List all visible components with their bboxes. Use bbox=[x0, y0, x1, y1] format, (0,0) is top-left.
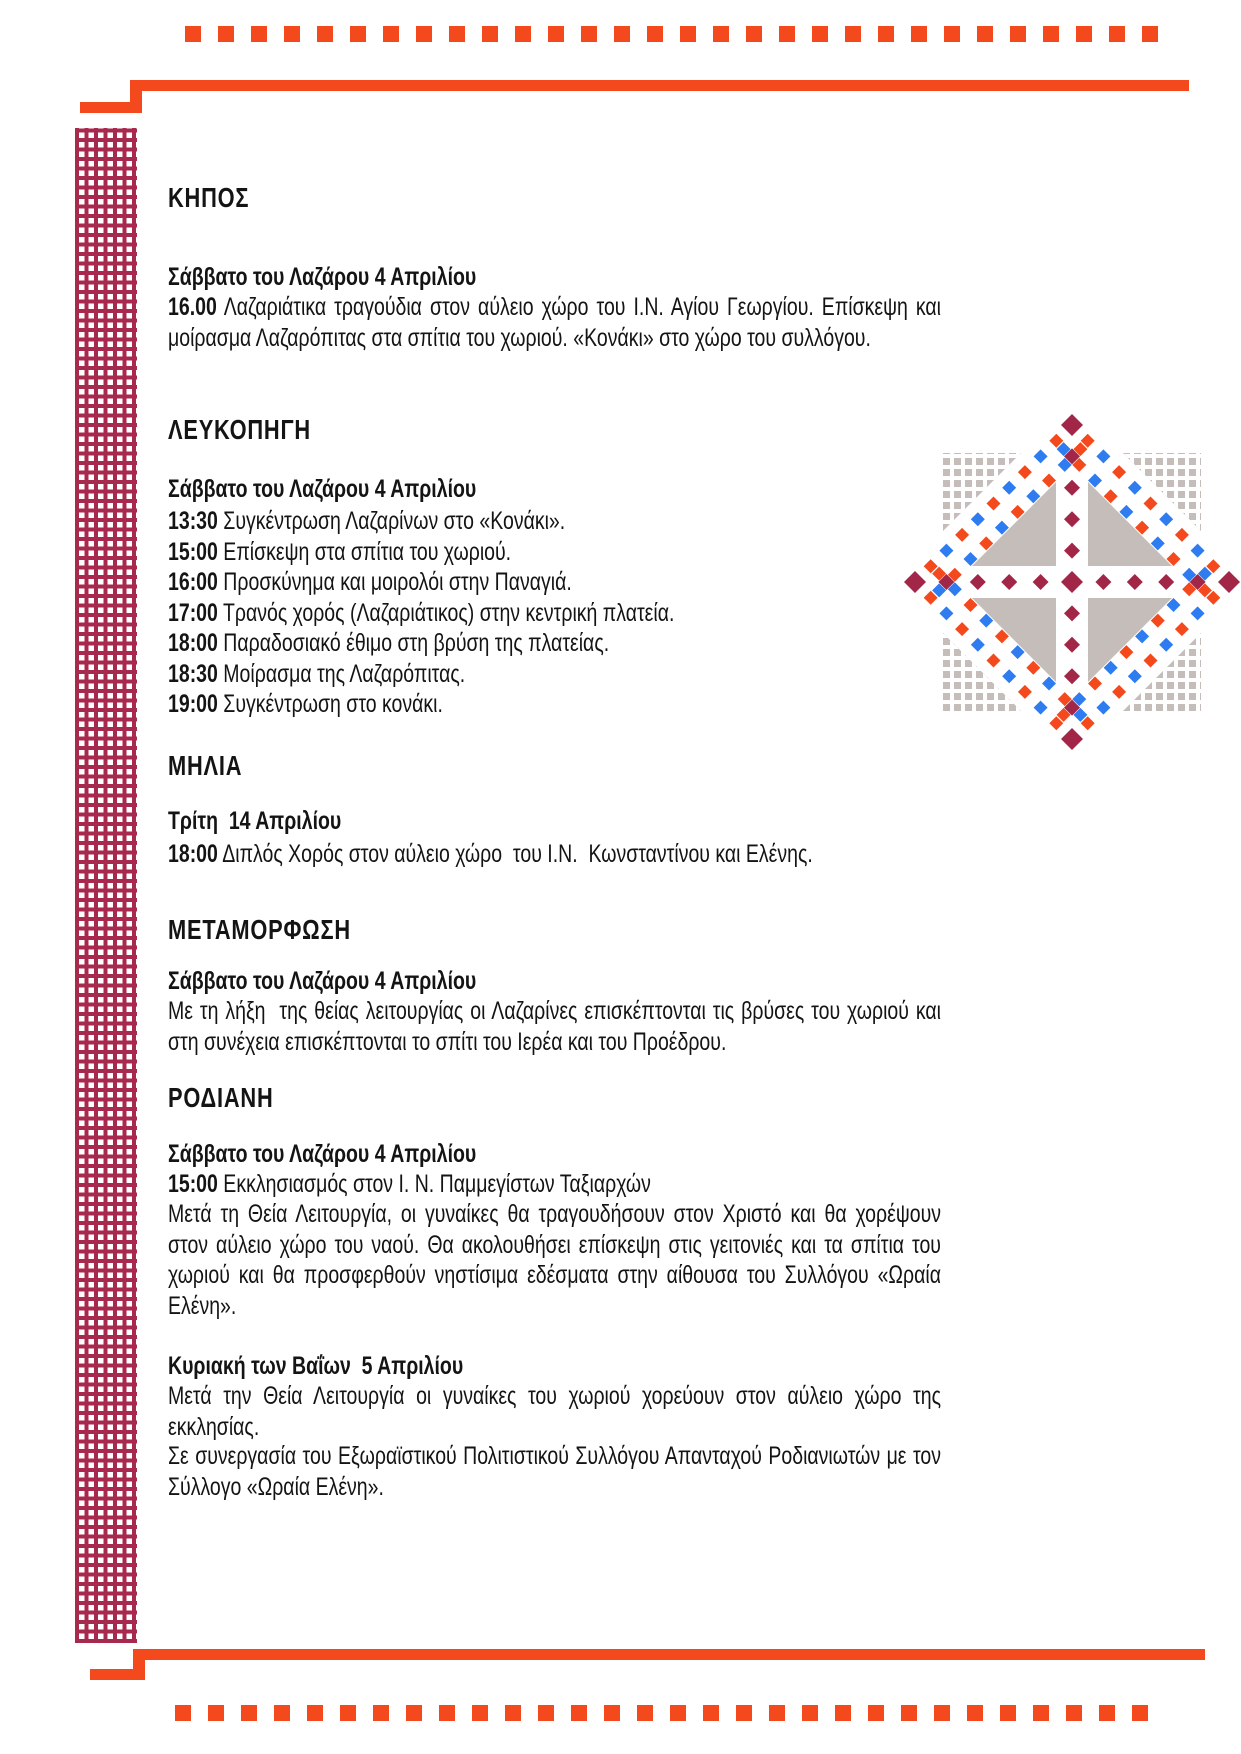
edge-dot bbox=[1018, 685, 1032, 699]
maroon-diamond bbox=[970, 574, 986, 590]
embroidery-motif bbox=[902, 412, 1241, 752]
maroon-diamond bbox=[1064, 511, 1080, 527]
section-heading-rodiani: ΡΟΔΙΑΝΗ bbox=[168, 1082, 274, 1113]
motif-diamonds bbox=[902, 412, 1241, 752]
maroon-diamond bbox=[1127, 574, 1143, 590]
maroon-diamond bbox=[1001, 574, 1017, 590]
section-heading-milia: ΜΗΛΙΑ bbox=[168, 750, 243, 781]
date-line: Σάββατο του Λαζάρου 4 Απριλίου bbox=[168, 475, 477, 503]
date-line: Σάββατο του Λαζάρου 4 Απριλίου bbox=[168, 1140, 477, 1168]
edge-dot bbox=[1002, 481, 1016, 495]
event-time: 18:00 bbox=[168, 840, 218, 868]
edge-dot bbox=[939, 606, 953, 620]
edge-dot bbox=[1018, 465, 1032, 479]
event-time: 15:00 bbox=[168, 537, 218, 566]
maroon-diamond bbox=[1064, 605, 1080, 621]
maroon-diamond bbox=[1033, 574, 1049, 590]
event-line bbox=[168, 1169, 941, 1200]
edge-dot bbox=[1191, 544, 1205, 558]
event-text: Επίσκεψη στα σπίτια του χωριού. bbox=[223, 537, 512, 566]
edge-dot bbox=[955, 622, 969, 636]
edge-dot bbox=[1128, 669, 1142, 683]
edge-dot bbox=[971, 512, 985, 526]
event-text: Τρανός χορός (Λαζαριάτικος) στην κεντρική πλατεία. bbox=[222, 598, 675, 627]
schedule-list bbox=[168, 506, 941, 720]
event-time: 16.00 bbox=[168, 293, 217, 321]
event-text: Προσκύνημα και μοιρολόι στην Παναγιά. bbox=[223, 568, 572, 596]
event-text: Συγκέντρωση στο κονάκι. bbox=[223, 690, 443, 718]
edge-dot bbox=[1175, 528, 1189, 542]
stitch-grid-strip bbox=[75, 128, 137, 1643]
program-text-column bbox=[168, 0, 947, 1754]
edge-dot bbox=[1191, 606, 1205, 620]
event-time: 13:30 bbox=[168, 507, 218, 535]
maroon-diamond bbox=[1064, 637, 1080, 653]
edge-dot bbox=[1034, 701, 1048, 715]
edge-dot bbox=[987, 497, 1001, 511]
event-time: 15:00 bbox=[168, 1170, 218, 1198]
edge-dot bbox=[1002, 669, 1016, 683]
schedule-row bbox=[168, 689, 941, 720]
edge-dot bbox=[1112, 685, 1126, 699]
event-text: Μοίρασμα της Λαζαρόπιτας. bbox=[223, 659, 466, 688]
edge-dot bbox=[1159, 512, 1173, 526]
edge-dot bbox=[1096, 701, 1110, 715]
event-text: Συγκέντρωση Λαζαρίνων στο «Κονάκι». bbox=[223, 507, 566, 535]
event-time: 19:00 bbox=[168, 690, 218, 718]
maroon-diamond bbox=[1061, 414, 1083, 436]
event-paragraph: Με τη λήξη της θείας λειτουργίας οι Λαζαρίνες επισκέπτονται τις βρύσες του χωριού και στη συνέχεια επισκέπτονται το σπίτι του Ιερέα και του Προέδρου. bbox=[168, 997, 947, 1056]
maroon-diamond bbox=[1158, 574, 1174, 590]
maroon-diamond bbox=[1064, 480, 1080, 496]
maroon-diamond bbox=[1064, 668, 1080, 684]
schedule-row bbox=[168, 537, 941, 568]
event-line bbox=[168, 839, 941, 870]
edge-dot bbox=[1159, 638, 1173, 652]
date-line: Τρίτη 14 Απριλίου bbox=[168, 807, 342, 835]
edge-dot bbox=[1175, 622, 1189, 636]
gray-triangle-sw bbox=[972, 598, 1056, 682]
event-paragraph bbox=[168, 292, 947, 353]
date-line: Σάββατο του Λαζάρου 4 Απριλίου bbox=[168, 967, 477, 995]
event-text: Παραδοσιακό έθιμο στη βρύση της πλατείας. bbox=[223, 629, 610, 657]
schedule-row bbox=[168, 506, 941, 537]
event-time: 18:00 bbox=[168, 629, 218, 657]
edge-dot bbox=[939, 544, 953, 558]
gray-triangle-ne bbox=[1088, 482, 1172, 566]
event-text: Λαζαριάτικα τραγούδια στον αύλειο χώρο του Ι.Ν. Αγίου Γεωργίου. Επίσκεψη και μοίρασμα Λαζαρόπιτας στα σπίτια του χωριού. «Κονάκι» στο χώρο του συλλόγου. bbox=[168, 293, 947, 352]
event-paragraph: Μετά την Θεία Λειτουργία οι γυναίκες του χωριού χορεύουν στον αύλειο χώρο της εκκλησίας. bbox=[168, 1382, 947, 1441]
schedule-row bbox=[168, 567, 941, 598]
maroon-diamond bbox=[1061, 571, 1083, 593]
edge-dot bbox=[1034, 449, 1048, 463]
gray-triangle-se bbox=[1088, 598, 1172, 682]
top-corner-line-foot bbox=[80, 102, 142, 113]
section-heading-metamorfosi: ΜΕΤΑΜΟΡΦΩΣΗ bbox=[168, 914, 351, 945]
edge-dot bbox=[1144, 654, 1158, 668]
schedule-row bbox=[168, 628, 941, 659]
event-time: 17:00 bbox=[168, 598, 218, 627]
event-time: 16:00 bbox=[168, 568, 218, 596]
maroon-diamond bbox=[1064, 543, 1080, 559]
event-time: 18:30 bbox=[168, 659, 218, 688]
gray-triangle-nw bbox=[972, 482, 1056, 566]
edge-dot bbox=[955, 528, 969, 542]
schedule-row bbox=[168, 598, 941, 629]
maroon-diamond bbox=[1218, 571, 1240, 593]
bottom-corner-line-foot bbox=[90, 1669, 145, 1680]
date-line: Κυριακή των Βαΐων 5 Απριλίου bbox=[168, 1352, 464, 1380]
maroon-diamond bbox=[1095, 574, 1111, 590]
date-line: Σάββατο του Λαζάρου 4 Απριλίου bbox=[168, 263, 477, 291]
edge-dot bbox=[1096, 449, 1110, 463]
edge-dot bbox=[1128, 481, 1142, 495]
event-paragraph: Σε συνεργασία του Εξωραϊστικού Πολιτιστικού Συλλόγου Απανταχού Ροδιανιωτών με τον Σύλλογο «Ωραία Ελένη». bbox=[168, 1442, 947, 1501]
edge-dot bbox=[987, 654, 1001, 668]
event-paragraph: Μετά τη Θεία Λειτουργία, οι γυναίκες θα τραγουδήσουν στον Χριστό και θα χορέψουν στον αύλειο χώρο του ναού. Θα ακολουθήσει επίσκεψη στις γειτονιές και τα σπίτια του χωριού και θα προσφερθούν νηστίσιμα εδέσματα στην αίθουσα του Συλλόγου «Ωραία Ελένη». bbox=[168, 1200, 947, 1320]
edge-dot bbox=[1112, 465, 1126, 479]
event-text: Εκκλησιασμός στον Ι. Ν. Παμμεγίστων Ταξιαρχών bbox=[223, 1170, 651, 1198]
schedule-row bbox=[168, 659, 941, 690]
maroon-diamond bbox=[1061, 728, 1083, 750]
section-heading-leukopigi: ΛΕΥΚΟΠΗΓΗ bbox=[168, 414, 311, 445]
edge-dot bbox=[971, 638, 985, 652]
section-heading-kipos: ΚΗΠΟΣ bbox=[168, 182, 250, 213]
event-text: Διπλός Χορός στον αύλειο χώρο του Ι.Ν. Κωνσταντίνου και Ελένης. bbox=[222, 840, 813, 868]
edge-dot bbox=[1144, 497, 1158, 511]
